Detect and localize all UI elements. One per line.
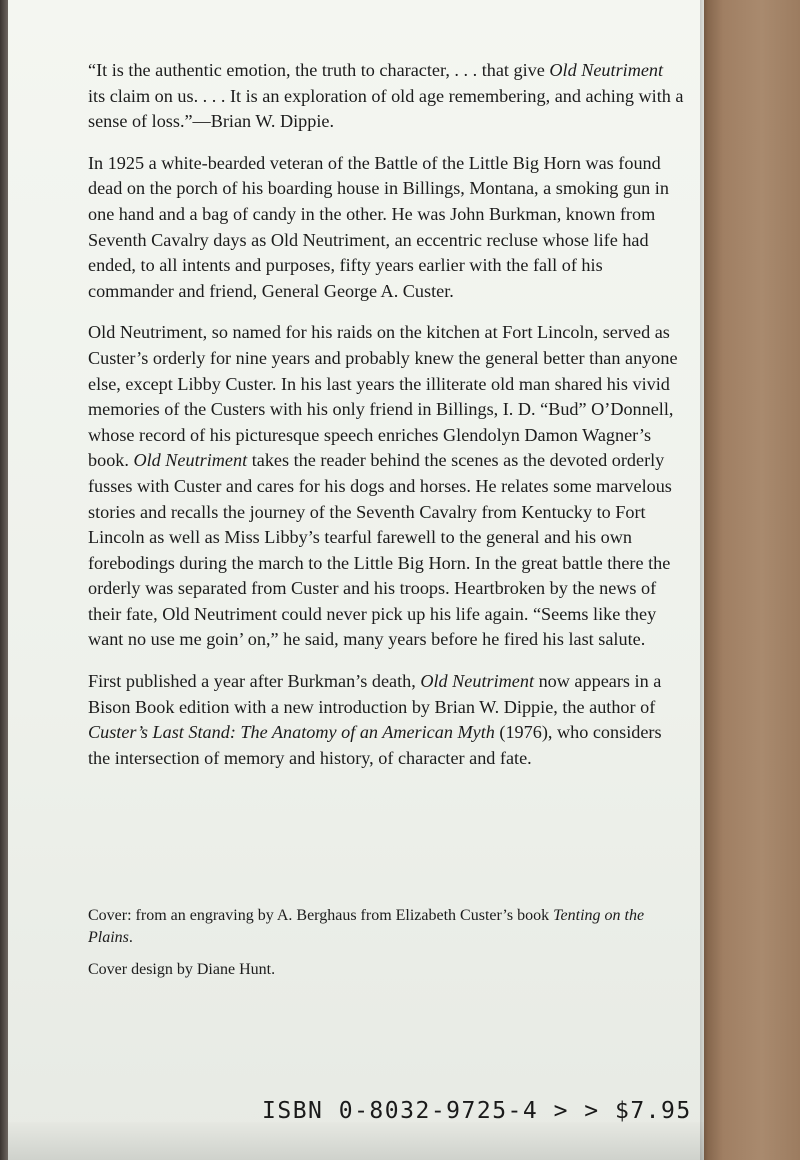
description-paragraph-2 bbox=[88, 320, 684, 653]
cover-bottom-strip bbox=[8, 1122, 704, 1160]
endorsement-quote bbox=[88, 58, 684, 135]
description-paragraph-1: In 1925 a white-bearded veteran of the Battle of the Little Big Horn was found dead on the porch of his boarding house in Billings, Montana, a smoking gun in one hand and a bag of candy in the other. He was John Burkman, known from Seventh Cavalry days as Old Neutriment, an eccentric recluse whose life had ended, to all intents and purposes, fifty years earlier with the fall of his commander and friend, General George A. Custer. bbox=[88, 152, 669, 301]
para3-part1: First published a year after Burkman’s death, bbox=[88, 671, 421, 692]
quote-open: “It is the authentic emotion, the truth to character, . . . that give bbox=[88, 60, 550, 80]
cover-credit-title: Tenting on the Plains bbox=[88, 907, 645, 946]
isbn-price-line: ISBN 0-8032-9725-4 > > $7.95 bbox=[262, 1098, 692, 1124]
table-surface-edge bbox=[0, 0, 8, 1160]
design-credit: Cover design by Diane Hunt. bbox=[88, 961, 276, 978]
cover-credit-text: Cover: from an engraving by A. Berghaus from Elizabeth Custer’s book bbox=[88, 907, 554, 924]
para2-part1: Old Neutriment, so named for his raids on the kitchen at Fort Lincoln, served as Custer’s orderly for nine years and probably knew the general better than anyone else, except Libby Custer. In his last years the illiterate old man shared his vivid memories of the Custers with his only friend in Billings, I. D. “Bud” O’Donnell, whose record of his picturesque speech enriches Glendolyn Damon Wagner’s book. bbox=[88, 322, 678, 471]
para3-book-title: Old Neutriment bbox=[420, 671, 535, 692]
description-paragraph-3 bbox=[88, 669, 684, 771]
quote-close: its claim on us. . . . It is an exploration of old age remembering, and aching with a sense of loss.”—Brian W. Dippie. bbox=[88, 85, 684, 132]
credits-block bbox=[88, 905, 684, 991]
quote-book-title: Old Neutriment bbox=[549, 60, 664, 80]
book-spine bbox=[704, 0, 800, 1160]
para3-part2: now appears in a Bison Book edition with a new introduction by Brian W. Dippie, the author of bbox=[88, 671, 662, 717]
para2-book-title: Old Neutriment bbox=[133, 450, 248, 471]
cover-credit bbox=[88, 905, 684, 949]
blurb-text bbox=[88, 58, 684, 787]
cover-credit-end: . bbox=[128, 929, 133, 946]
para3-related-title: Custer’s Last Stand: The Anatomy of an American Myth bbox=[88, 722, 495, 743]
para3-part3: (1976), who considers the intersection of memory and history, of character and fate. bbox=[88, 722, 662, 768]
para2-part2: takes the reader behind the scenes as the devoted orderly fusses with Custer and cares for his dogs and horses. He relates some marvelous stories and recalls the journey of the Seventh Cavalry from Kentucky to Fort Lincoln as well as Miss Libby’s tearful farewell to the general and his own forebodings during the march to the Little Big Horn. In the great battle there the orderly was separated from Custer and his troops. Heartbroken by the news of their fate, Old Neutriment could never pick up his life again. “Seems like they want no use me goin’ on,” he said, many years before he fired his last salute. bbox=[88, 450, 672, 650]
spine-shadow bbox=[700, 0, 708, 1160]
